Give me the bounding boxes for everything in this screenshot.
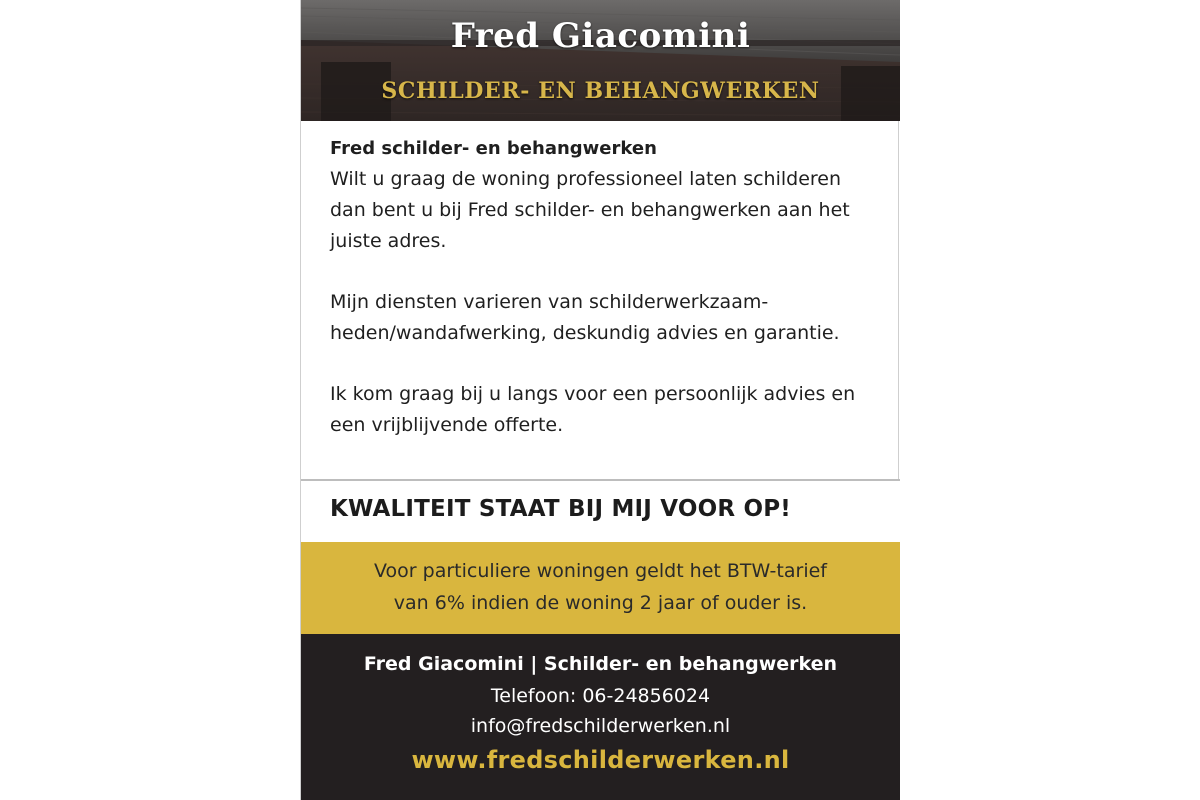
- header-name: Fred Giacomini: [450, 16, 751, 56]
- intro-title: Fred schilder- en behangwerken: [330, 138, 657, 159]
- vat-text: [301, 555, 900, 619]
- footer-email: info@fredschilderwerken.nl: [470, 715, 731, 737]
- footer-company: Fred Giacomini | Schilder- en behangwerken: [363, 653, 838, 675]
- header-banner: [301, 0, 900, 121]
- vat-line-2: van 6% indien de woning 2 jaar of ouder is.: [393, 592, 808, 614]
- quality-slogan: KWALITEIT STAAT BIJ MIJ VOOR OP!: [330, 496, 791, 522]
- quality-banner: [301, 479, 900, 542]
- intro-paragraph-2: Mijn diensten varieren van schilderwerkzaam-heden/wandafwerking, deskundig advies en garantie.: [330, 291, 840, 344]
- vat-notice: [301, 542, 900, 634]
- header-subtitle: SCHILDER- EN BEHANGWERKEN: [381, 78, 820, 104]
- intro-paragraph-3: Ik kom graag bij u langs voor een persoonlijk advies en een vrijblijvende offerte.: [330, 383, 856, 436]
- intro-paragraph-1: Wilt u graag de woning professioneel laten schilderen dan bent u bij Fred schilder- en behangwerken aan het juiste adres.: [330, 168, 850, 252]
- intro-section: [330, 133, 875, 441]
- flyer: [300, 0, 899, 800]
- vat-line-1: Voor particuliere woningen geldt het BTW-tarief: [374, 560, 827, 582]
- footer-website: www.fredschilderwerken.nl: [411, 746, 790, 774]
- footer-phone: Telefoon: 06-24856024: [490, 685, 711, 707]
- contact-footer: [301, 634, 900, 800]
